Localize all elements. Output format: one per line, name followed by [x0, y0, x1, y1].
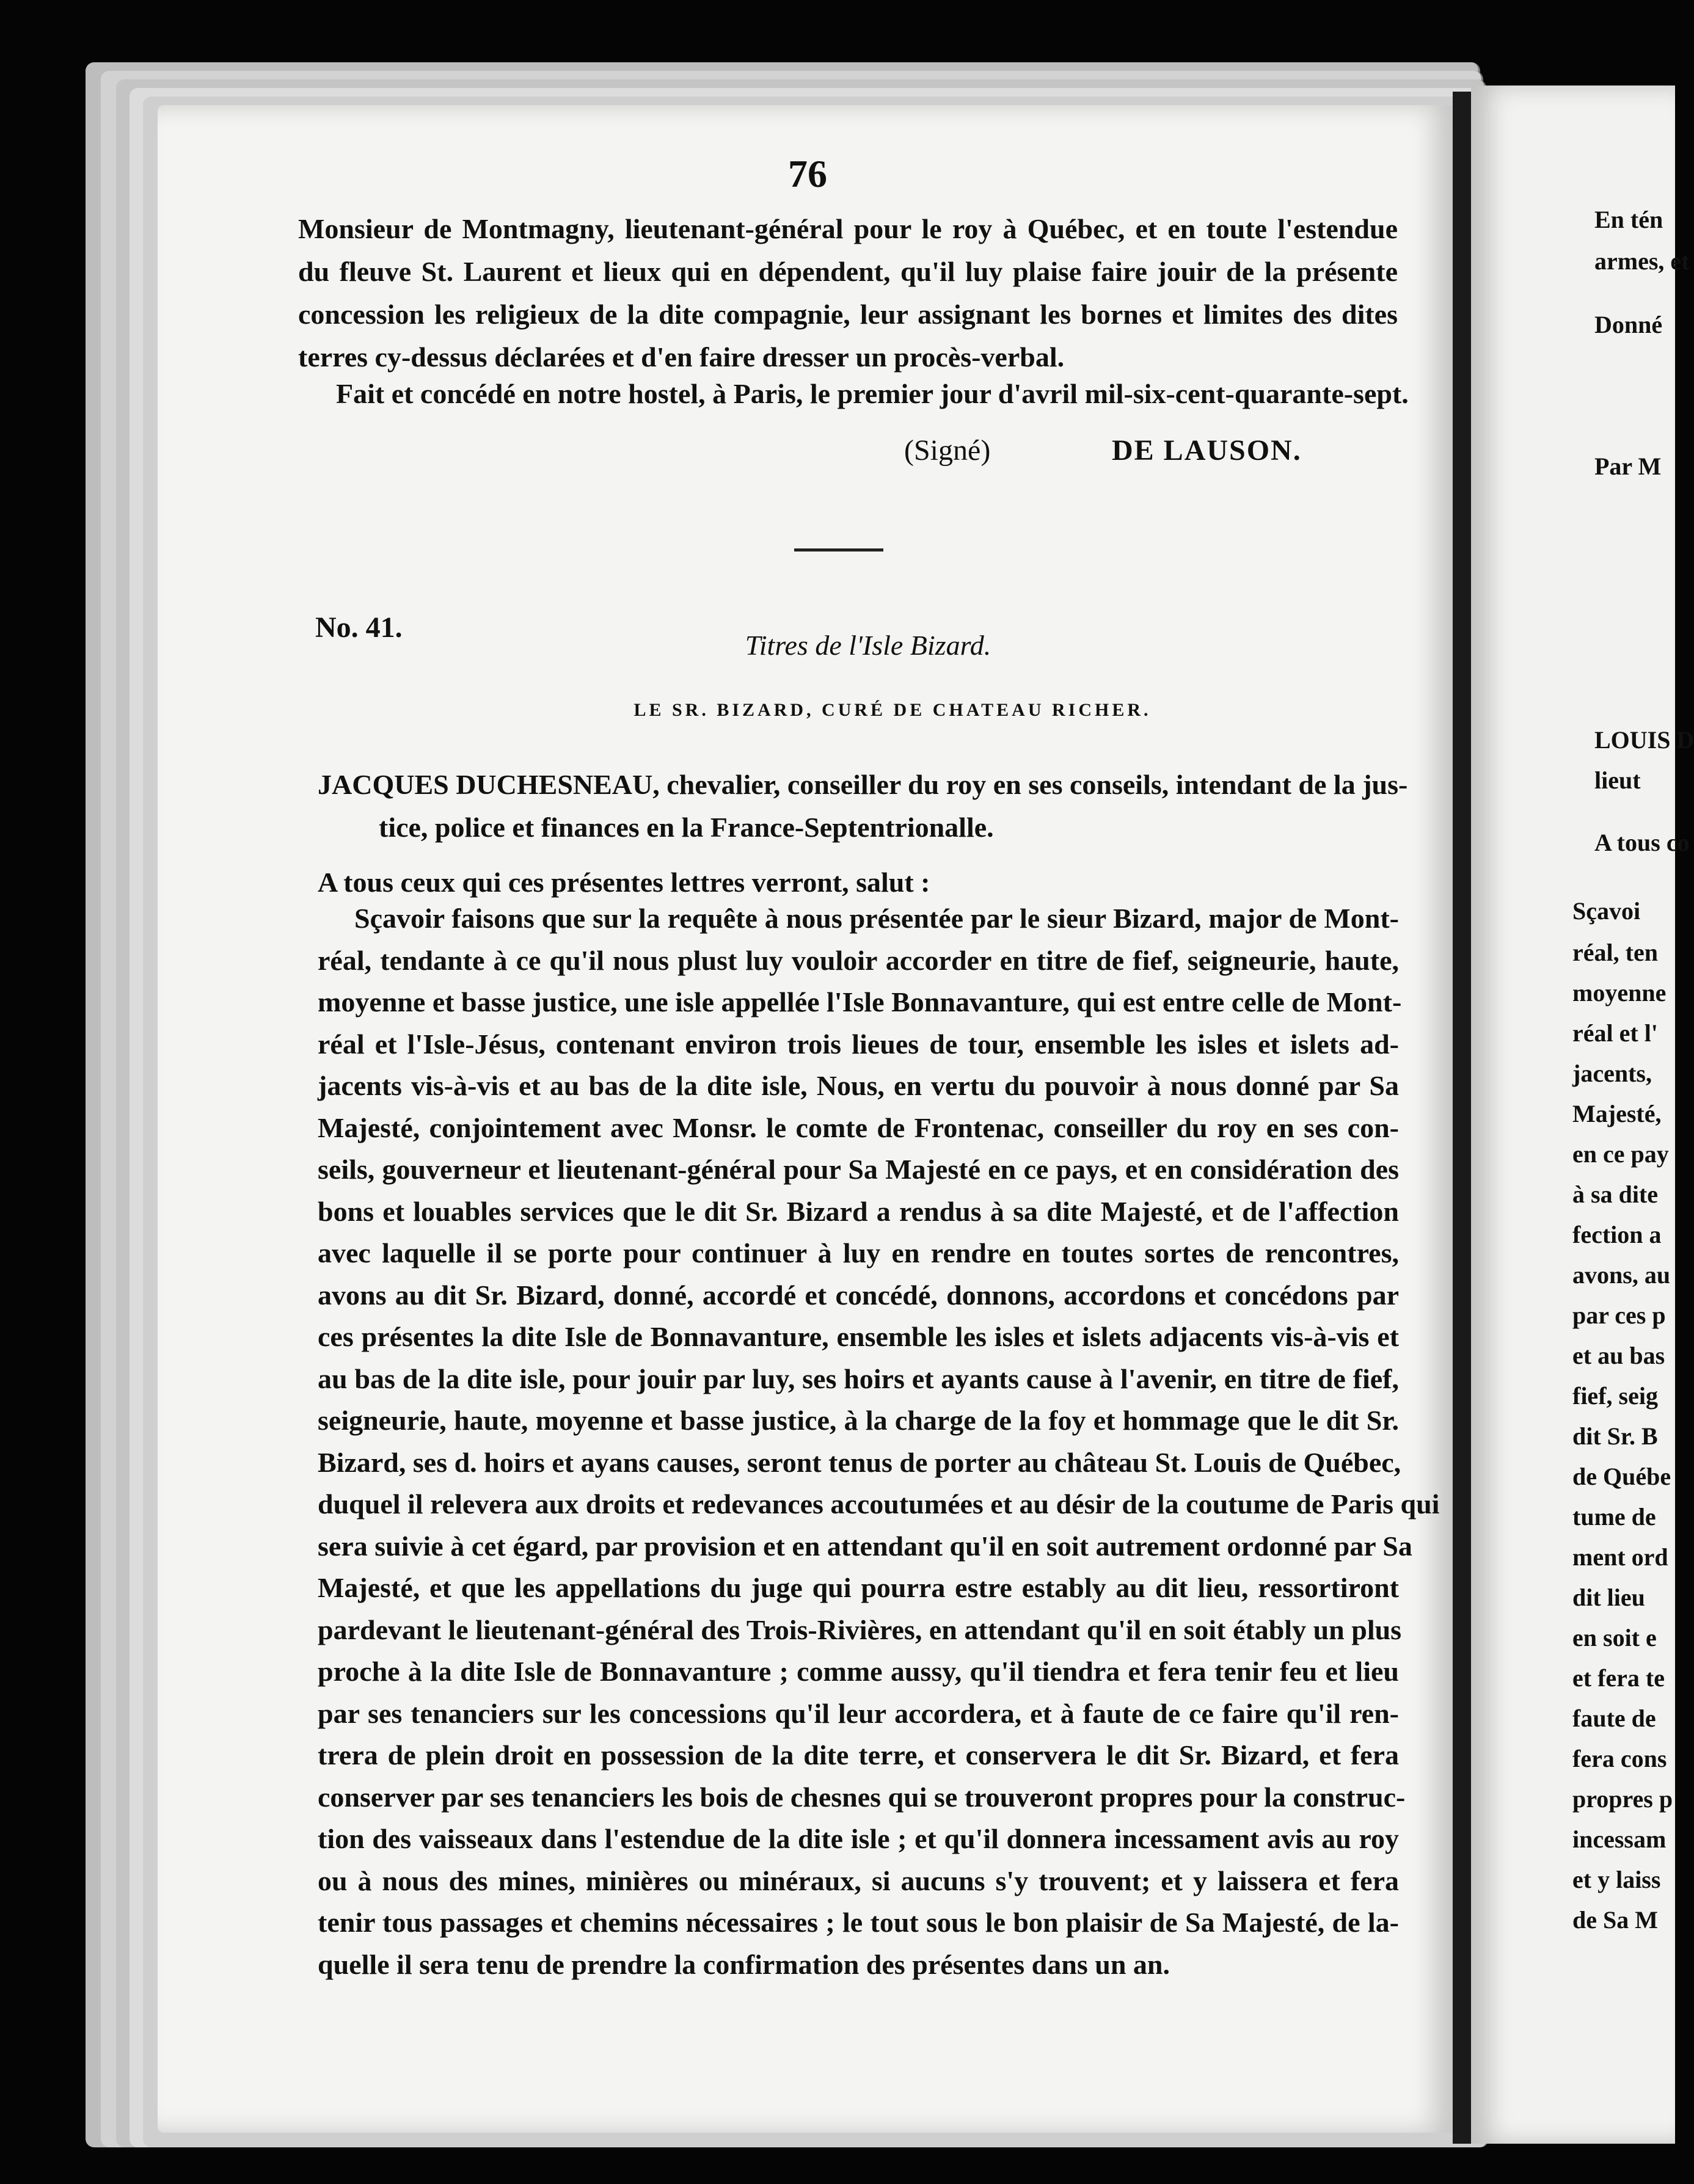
section-title: Titres de l'Isle Bizard. [745, 630, 991, 661]
text-line: Majesté, et que les appellations du juge qui pourra estre estably au dit lieu, ressortiront [318, 1572, 1399, 1603]
right-page-line: moyenne [1572, 979, 1667, 1006]
right-page-line: à sa dite [1572, 1181, 1658, 1208]
text-line: jacents vis-à-vis et au bas de la dite isle, Nous, en vertu du pouvoir à nous donné par Sa [318, 1070, 1399, 1101]
text-line: réal, tendante à ce qu'il nous plust luy vouloir accorder en titre de fief, seigneurie, haute, [318, 944, 1399, 976]
text-line: terres cy-dessus déclarées et d'en faire dresser un procès-verbal. [298, 341, 1065, 373]
right-page-line: LOUIS D [1594, 726, 1694, 754]
right-page-line: fera cons [1572, 1745, 1667, 1772]
body-paragraph [318, 898, 1440, 1986]
text-line: bons et louables services que le dit Sr. Bizard a rendus à sa dite Majesté, et de l'affection [318, 1195, 1399, 1227]
jacques-paragraph [318, 763, 1408, 849]
document-number: No. 41. [315, 611, 403, 644]
right-page-line: fief, seig [1572, 1382, 1658, 1410]
right-page-line: et fera te [1572, 1664, 1665, 1692]
fait-paragraph [336, 373, 1409, 415]
text-line: au bas de la dite isle, pour jouir par luy, ses hoirs et ayants cause à l'avenir, en titre de fief, [318, 1363, 1399, 1394]
text-line: moyenne et basse justice, une isle appellée l'Isle Bonnavanture, qui est entre celle de Mont- [318, 986, 1402, 1017]
right-page-line: tume de [1572, 1503, 1656, 1531]
signe-label: (Signé) [904, 434, 991, 467]
right-page-line: par ces p [1572, 1301, 1666, 1329]
right-page-line: Sçavoi [1572, 897, 1641, 925]
text-line: Fait et concédé en notre hostel, à Paris, le premier jour d'avril mil-six-cent-quarante-sept. [336, 378, 1409, 409]
text-line: réal et l'Isle-Jésus, contenant environ trois lieues de tour, ensemble les isles et islets ad- [318, 1028, 1399, 1060]
text-line: seigneurie, haute, moyenne et basse justice, à la charge de la foy et hommage que le dit Sr. [318, 1405, 1399, 1436]
right-page-line: de Sa M [1572, 1906, 1658, 1934]
text-line: A tous ceux qui ces présentes lettres verront, salut : [318, 867, 930, 898]
text-line: tenir tous passages et chemins nécessaires ; le tout sous le bon plaisir de Sa Majesté, de la- [318, 1907, 1399, 1938]
right-page-line: réal, ten [1572, 939, 1658, 966]
text-line: ces présentes la dite Isle de Bonnavanture, ensemble les isles et islets adjacents vis-à-vis et [318, 1321, 1399, 1352]
text-line: sera suivie à cet égard, par provision et en attendant qu'il en soit autrement ordonné par Sa [318, 1530, 1412, 1562]
text-line: Majesté, conjointement avec Monsr. le comte de Frontenac, conseiller du roy en ses con- [318, 1112, 1399, 1143]
right-page-line: En tén [1594, 206, 1663, 233]
text-line: seils, gouverneur et lieutenant-général pour Sa Majesté en ce pays, et en considération des [318, 1154, 1399, 1185]
text-line: quelle il sera tenu de prendre la confirmation des présentes dans un an. [318, 1948, 1170, 1980]
right-page-line: Majesté, [1572, 1100, 1662, 1127]
book-gutter [1453, 92, 1471, 2144]
text-line: tion des vaisseaux dans l'estendue de la dite isle ; et qu'il donnera incessament avis au roy [318, 1823, 1399, 1854]
right-page-line: avons, au [1572, 1261, 1671, 1289]
text-line: Sçavoir faisons que sur la requête à nous présentée par le sieur Bizard, major de Mont- [354, 903, 1399, 934]
right-page-line: jacents, [1572, 1060, 1652, 1087]
right-page-line: dit lieu [1572, 1584, 1645, 1611]
text-line: concession les religieux de la dite compagnie, leur assignant les bornes et limites des dites [298, 299, 1398, 330]
right-page-line: Par M [1594, 453, 1662, 480]
intro-paragraph [298, 208, 1398, 379]
right-page-line: faute de [1572, 1705, 1656, 1732]
right-page-line: en soit e [1572, 1624, 1657, 1651]
signatory-name: DE LAUSON. [1112, 434, 1302, 467]
right-page-line: lieut [1594, 766, 1641, 794]
text-line: par ses tenanciers sur les concessions qu'il leur accordera, et à faute de ce faire qu'il ren- [318, 1697, 1399, 1729]
text-line: avec laquelle il se porte pour continuer à luy en rendre en toutes sortes de rencontres, [318, 1237, 1399, 1269]
text-line: Bizard, ses d. hoirs et ayans causes, seront tenus de porter au château St. Louis de Québec, [318, 1446, 1401, 1478]
text-line: Monsieur de Montmagny, lieutenant-général pour le roy à Québec, et en toute l'estendue [298, 213, 1398, 244]
section-divider [794, 548, 883, 551]
signature-block [904, 434, 1307, 467]
right-page-line: armes, et [1594, 247, 1690, 275]
right-page-line: Donné [1594, 311, 1663, 338]
text-line: ou à nous des mines, minières ou minéraux, si aucuns s'y trouvent; et y laissera et fera [318, 1865, 1399, 1896]
right-page-line: incessam [1572, 1825, 1667, 1853]
right-page-line: et au bas [1572, 1342, 1665, 1369]
right-page-line: A tous co [1594, 829, 1690, 856]
text-line: proche à la dite Isle de Bonnavanture ; comme aussy, qu'il tiendra et fera tenir feu et lieu [318, 1656, 1399, 1687]
text-line: tice, police et finances en la France-Septentrionalle. [379, 812, 994, 843]
right-page-line: de Québe [1572, 1463, 1671, 1490]
right-page-line: dit Sr. B [1572, 1422, 1658, 1450]
right-page-line: en ce pay [1572, 1140, 1669, 1168]
right-page-line: propres p [1572, 1785, 1673, 1813]
right-page-line: fection a [1572, 1221, 1662, 1248]
right-page-line: réal et l' [1572, 1019, 1658, 1047]
right-page-line: et y laiss [1572, 1866, 1661, 1893]
section-subtitle: LE SR. BIZARD, CURÉ DE CHATEAU RICHER. [633, 700, 1152, 720]
page-number: 76 [788, 152, 827, 195]
text-line: JACQUES DUCHESNEAU, chevalier, conseiller du roy en ses conseils, intendant de la jus- [318, 769, 1408, 800]
text-line: trera de plein droit en possession de la dite terre, et conservera le dit Sr. Bizard, et fera [318, 1739, 1399, 1771]
text-line: avons au dit Sr. Bizard, donné, accordé et concédé, donnons, accordons et concédons par [318, 1279, 1399, 1311]
text-line: pardevant le lieutenant-général des Trois-Rivières, en attendant qu'il en soit étably un plus [318, 1614, 1402, 1645]
text-line: du fleuve St. Laurent et lieux qui en dépendent, qu'il luy plaise faire jouir de la présente [298, 256, 1398, 287]
text-line: duquel il relevera aux droits et redevances accoutumées et au désir de la coutume de Paris qui [318, 1488, 1440, 1520]
right-page-line: ment ord [1572, 1543, 1668, 1571]
text-line: conserver par ses tenanciers les bois de chesnes qui se trouveront propres pour la construc- [318, 1781, 1406, 1813]
